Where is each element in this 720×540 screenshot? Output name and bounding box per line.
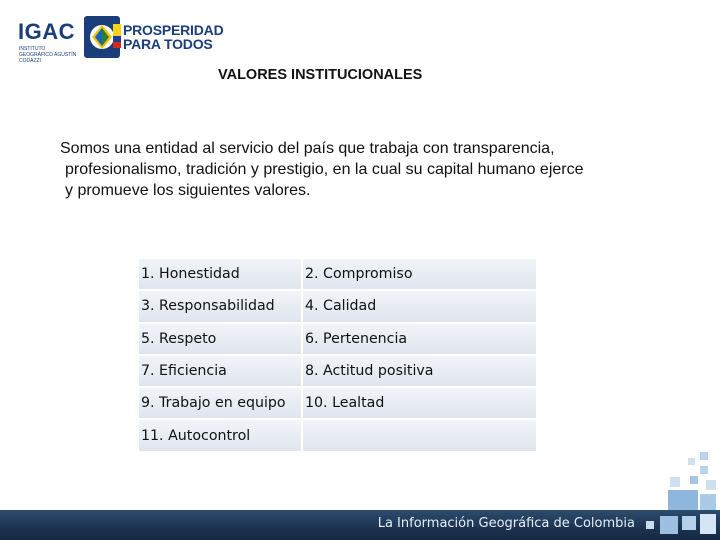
value-cell: 1. Honestidad [139, 259, 303, 291]
value-cell: 9. Trabajo en equipo [139, 388, 303, 420]
intro-line-3: y promueve los siguientes valores. [65, 182, 311, 199]
footer-tagline: La Información Geográfica de Colombia [377, 516, 635, 531]
values-table [139, 259, 536, 453]
decorative-square [700, 494, 716, 510]
footer-square [646, 521, 654, 529]
igac-logo [18, 16, 104, 64]
value-cell: 4. Calidad [303, 291, 536, 323]
decorative-square [668, 490, 698, 510]
table-row [139, 291, 536, 323]
decorative-square [670, 477, 680, 487]
table-row [139, 259, 536, 291]
value-cell: 6. Pertenencia [303, 324, 536, 356]
footer-square [700, 514, 716, 534]
value-cell: 2. Compromiso [303, 259, 536, 291]
table-row [139, 388, 536, 420]
footer-bar [0, 510, 720, 540]
decorative-square [700, 452, 708, 460]
igac-logo-subtitle: INSTITUTO GEOGRÁFICO AGUSTÍN CODAZZI [19, 46, 77, 64]
decorative-square [706, 480, 716, 490]
table-row [139, 420, 536, 452]
igac-logo-text: IGAC [18, 19, 75, 44]
value-cell: 7. Eficiencia [139, 356, 303, 388]
value-cell: 3. Responsabilidad [139, 291, 303, 323]
value-cell: 11. Autocontrol [139, 420, 303, 452]
prosperidad-line2: PARA TODOS [123, 36, 213, 52]
table-row [139, 324, 536, 356]
footer-square [660, 516, 678, 534]
footer-square [682, 516, 696, 530]
decorative-square [688, 458, 695, 465]
value-cell: 5. Respeto [139, 324, 303, 356]
value-cell: 10. Lealtad [303, 388, 536, 420]
decorative-square [690, 476, 698, 484]
page-title: VALORES INSTITUCIONALES [218, 67, 423, 83]
decorative-square [700, 466, 708, 474]
prosperidad-logo [113, 22, 223, 52]
value-cell [303, 420, 536, 452]
intro-line-2: profesionalismo, tradición y prestigio, en la cual su capital humano ejerce [65, 161, 584, 178]
colombia-flag-icon [113, 24, 121, 48]
prosperidad-line1: PROSPERIDAD [123, 22, 224, 38]
table-row [139, 356, 536, 388]
value-cell: 8. Actitud positiva [303, 356, 536, 388]
intro-paragraph [60, 138, 670, 201]
intro-line-1: Somos una entidad al servicio del país que trabaja con transparencia, [60, 140, 555, 157]
